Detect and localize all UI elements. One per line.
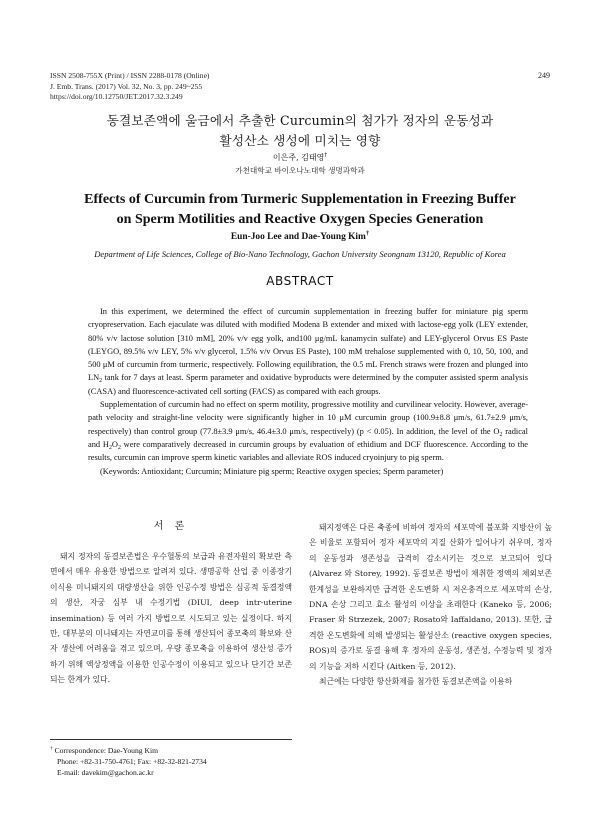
journal-header bbox=[50, 71, 450, 103]
intro-right-paragraph-1: 돼지정액은 다른 축종에 비하여 정자의 세포막에 불포화 지방산이 높은 비율로 포함되어 정자 세포막의 지질 산화가 일어나기 쉬우며, 정자의 운동성과 생존성을 급격히 감소시키는 것으로 보고되어 있다 (Alvarez 와 Storey, 1992). 동결보존 방법이 채취한 정액의 체외보존 한계성을 보완하지만 급격한 온도변화 시 저온충격으로 세포막의 손상, DNA 손상 그리고 효소 활성의 이상을 초래한다 (Kaneko 등, 2006; Fraser 와 Strzezek, 2007; Rosato와 Iaffaldano, 2013). 또한, 급격한 온도변화에 의해 발생되는 활성산소 (reactive oxygen species, ROS)의 증가로 동결 융해 후 정자의 운동성, 생존성, 수정능력 및 정자의 기능을 저하 시킨다 (Aitken 등, 2012). bbox=[309, 523, 552, 671]
english-title-line-2: on Sperm Motilities and Reactive Oxygen Species Generation bbox=[116, 212, 484, 227]
intro-left-paragraph: 돼지 정자의 동결보존법은 우수혈통의 보급과 유전자원의 확보란 측면에서 매우 유용한 방법으로 알려져 있다. 생명공학 산업 중 이종장기 이식용 미니돼지의 대량생산을 위한 인공수정 방법은 심공적 동결정액의 생산, 자궁 심부 내 수정기법 (DIUI, deep intr-uterine insemination) 등 여러 가지 방법으로 시도되고 있는 실정이다. 하지만, 대부분의 미니돼지는 자연교미를 통해 생산되어 종모축의 확보와 산자 생산에 어려움을 겪고 있으며, 우량 종모축을 이용하여 생산성 증가하기 위해 액상정액을 이용한 인공수정이 이용되고 있으나 단기간 보존되는 한계가 있다. bbox=[50, 552, 292, 685]
correspondence-footnote bbox=[50, 745, 310, 778]
abstract-p1-end: tank for 7 days at least. Sperm parameter and oxidative byproducts were determined by the computer assisted sperm analysis (CASA) and fluorescence-activated cell sorting (FACS) as compared with each groups. bbox=[88, 373, 528, 396]
abstract-p1-text: In this experiment, we determined the effect of curcumin supplementation in freezing buffer for miniature pig sperm cryopreservation. Each ejaculate was diluted with modified Modena B extender and mixed with lactose-egg yolk (LEY extender, 80% v/v lactose solution [310 mM], 20% v/v egg yolk, and100 μg/mL kanamycin sulfate) and LEY-glycerol Orvus ES Paste (LEYGO, 89.5% v/v LEY, 5% v/v glycerol, 1.5% v/v Orvus ES Paste), 100 mM trehalose supplemented with 0, 10, 50, 100, and 500 μM of curcumin from turmeric, respectively. Following equilibration, the 0.5 mL French straws were frozen and plunged into LN bbox=[88, 307, 528, 383]
abstract-p2-d: were comparatively decreased in curcumin groups by evaluation of ethidium and DCF fluorescence. According to the results, curcumin can improve sperm kinetic variables and alleviate ROS induced cryoinjury to pig sperm. bbox=[88, 439, 529, 463]
abstract-paragraph-2 bbox=[88, 398, 528, 464]
abstract-p2-c: O bbox=[111, 439, 118, 449]
intro-right-paragraph-2: 최근에는 다양한 항산화제를 첨가한 동결보존액을 이용하 bbox=[319, 677, 513, 687]
english-title-line-1: Effects of Curcumin from Turmeric Supplementation in Freezing Buffer bbox=[84, 192, 516, 207]
intro-right-column bbox=[309, 520, 552, 689]
footnote-divider bbox=[50, 739, 292, 740]
abstract-p2-sub3: 2 bbox=[117, 444, 121, 451]
correspondence-mark: † bbox=[50, 745, 53, 752]
korean-title-line-2: 활성산소 생성에 미치는 영향 bbox=[219, 133, 381, 148]
abstract-p2-sub2: 2 bbox=[108, 444, 112, 451]
korean-author-names: 이은주, 김태영 bbox=[272, 153, 325, 162]
abstract-paragraph-1 bbox=[88, 305, 528, 398]
english-author-mark: † bbox=[365, 229, 370, 237]
abstract-p2-sub1: 2 bbox=[499, 431, 503, 438]
intro-left-column bbox=[50, 549, 292, 688]
correspondence-name: Correspondence: Dae-Young Kim bbox=[54, 746, 158, 755]
english-authors bbox=[40, 229, 560, 242]
abstract-p2-b: radical and H bbox=[88, 426, 528, 449]
english-affiliation: Department of Life Sciences, College of Bio-Nano Technology, Gachon University Seongnam 13120, Republic of Korea bbox=[94, 249, 506, 259]
korean-affiliation: 가천대학교 바이오나노대학 생명과학과 bbox=[235, 166, 365, 175]
correspondence-line bbox=[50, 745, 310, 756]
korean-author-mark: † bbox=[324, 152, 328, 159]
page-number: 249 bbox=[538, 71, 550, 80]
correspondence-phone: Phone: +82-31-750-4761; Fax: +82-32-821-2734 bbox=[57, 757, 207, 766]
introduction-heading: 서 론 bbox=[153, 521, 189, 532]
abstract-heading: ABSTRACT bbox=[266, 274, 334, 288]
korean-authors bbox=[40, 152, 560, 163]
issn-line: ISSN 2508-755X (Print) / ISSN 2288-0178 (Online) bbox=[50, 71, 210, 80]
abstract-p2-a: Supplementation of curcumin had no effect on sperm motility, progressive motility and curvilinear velocity. However, average-path velocity and straight-line velocity were significantly higher in 10 μM curcumin group (100.9±8.8 μm/s, 61.7±2.9 μm/s, respectively) than control group (77.8±3.9 μm/s, 46.4±3.0 μm/s, respectively) (p < 0.05). In addition, the level of the O bbox=[88, 400, 528, 436]
english-author-names: Eun-Joo Lee and Dae-Young Kim bbox=[230, 232, 366, 242]
journal-citation: J. Emb. Trans. (2017) Vol. 32, No. 3, pp. 249~255 bbox=[50, 81, 203, 91]
abstract-p1-sub: 2 bbox=[99, 378, 103, 385]
keywords: (Keywords: Antioxidant; Curcumin; Miniature pig sperm; Reactive oxygen species; Sperm parameter) bbox=[100, 466, 444, 476]
doi-link[interactable]: https://doi.org/10.12750/JET.2017.32.3.249 bbox=[50, 92, 183, 101]
abstract-body bbox=[88, 305, 528, 478]
correspondence-email[interactable]: E-mail: davekim@gachon.ac.kr bbox=[57, 768, 154, 777]
korean-title-line-1: 동결보존액에 울금에서 추출한 Curcumin의 첨가가 정자의 운동성과 bbox=[106, 113, 494, 128]
